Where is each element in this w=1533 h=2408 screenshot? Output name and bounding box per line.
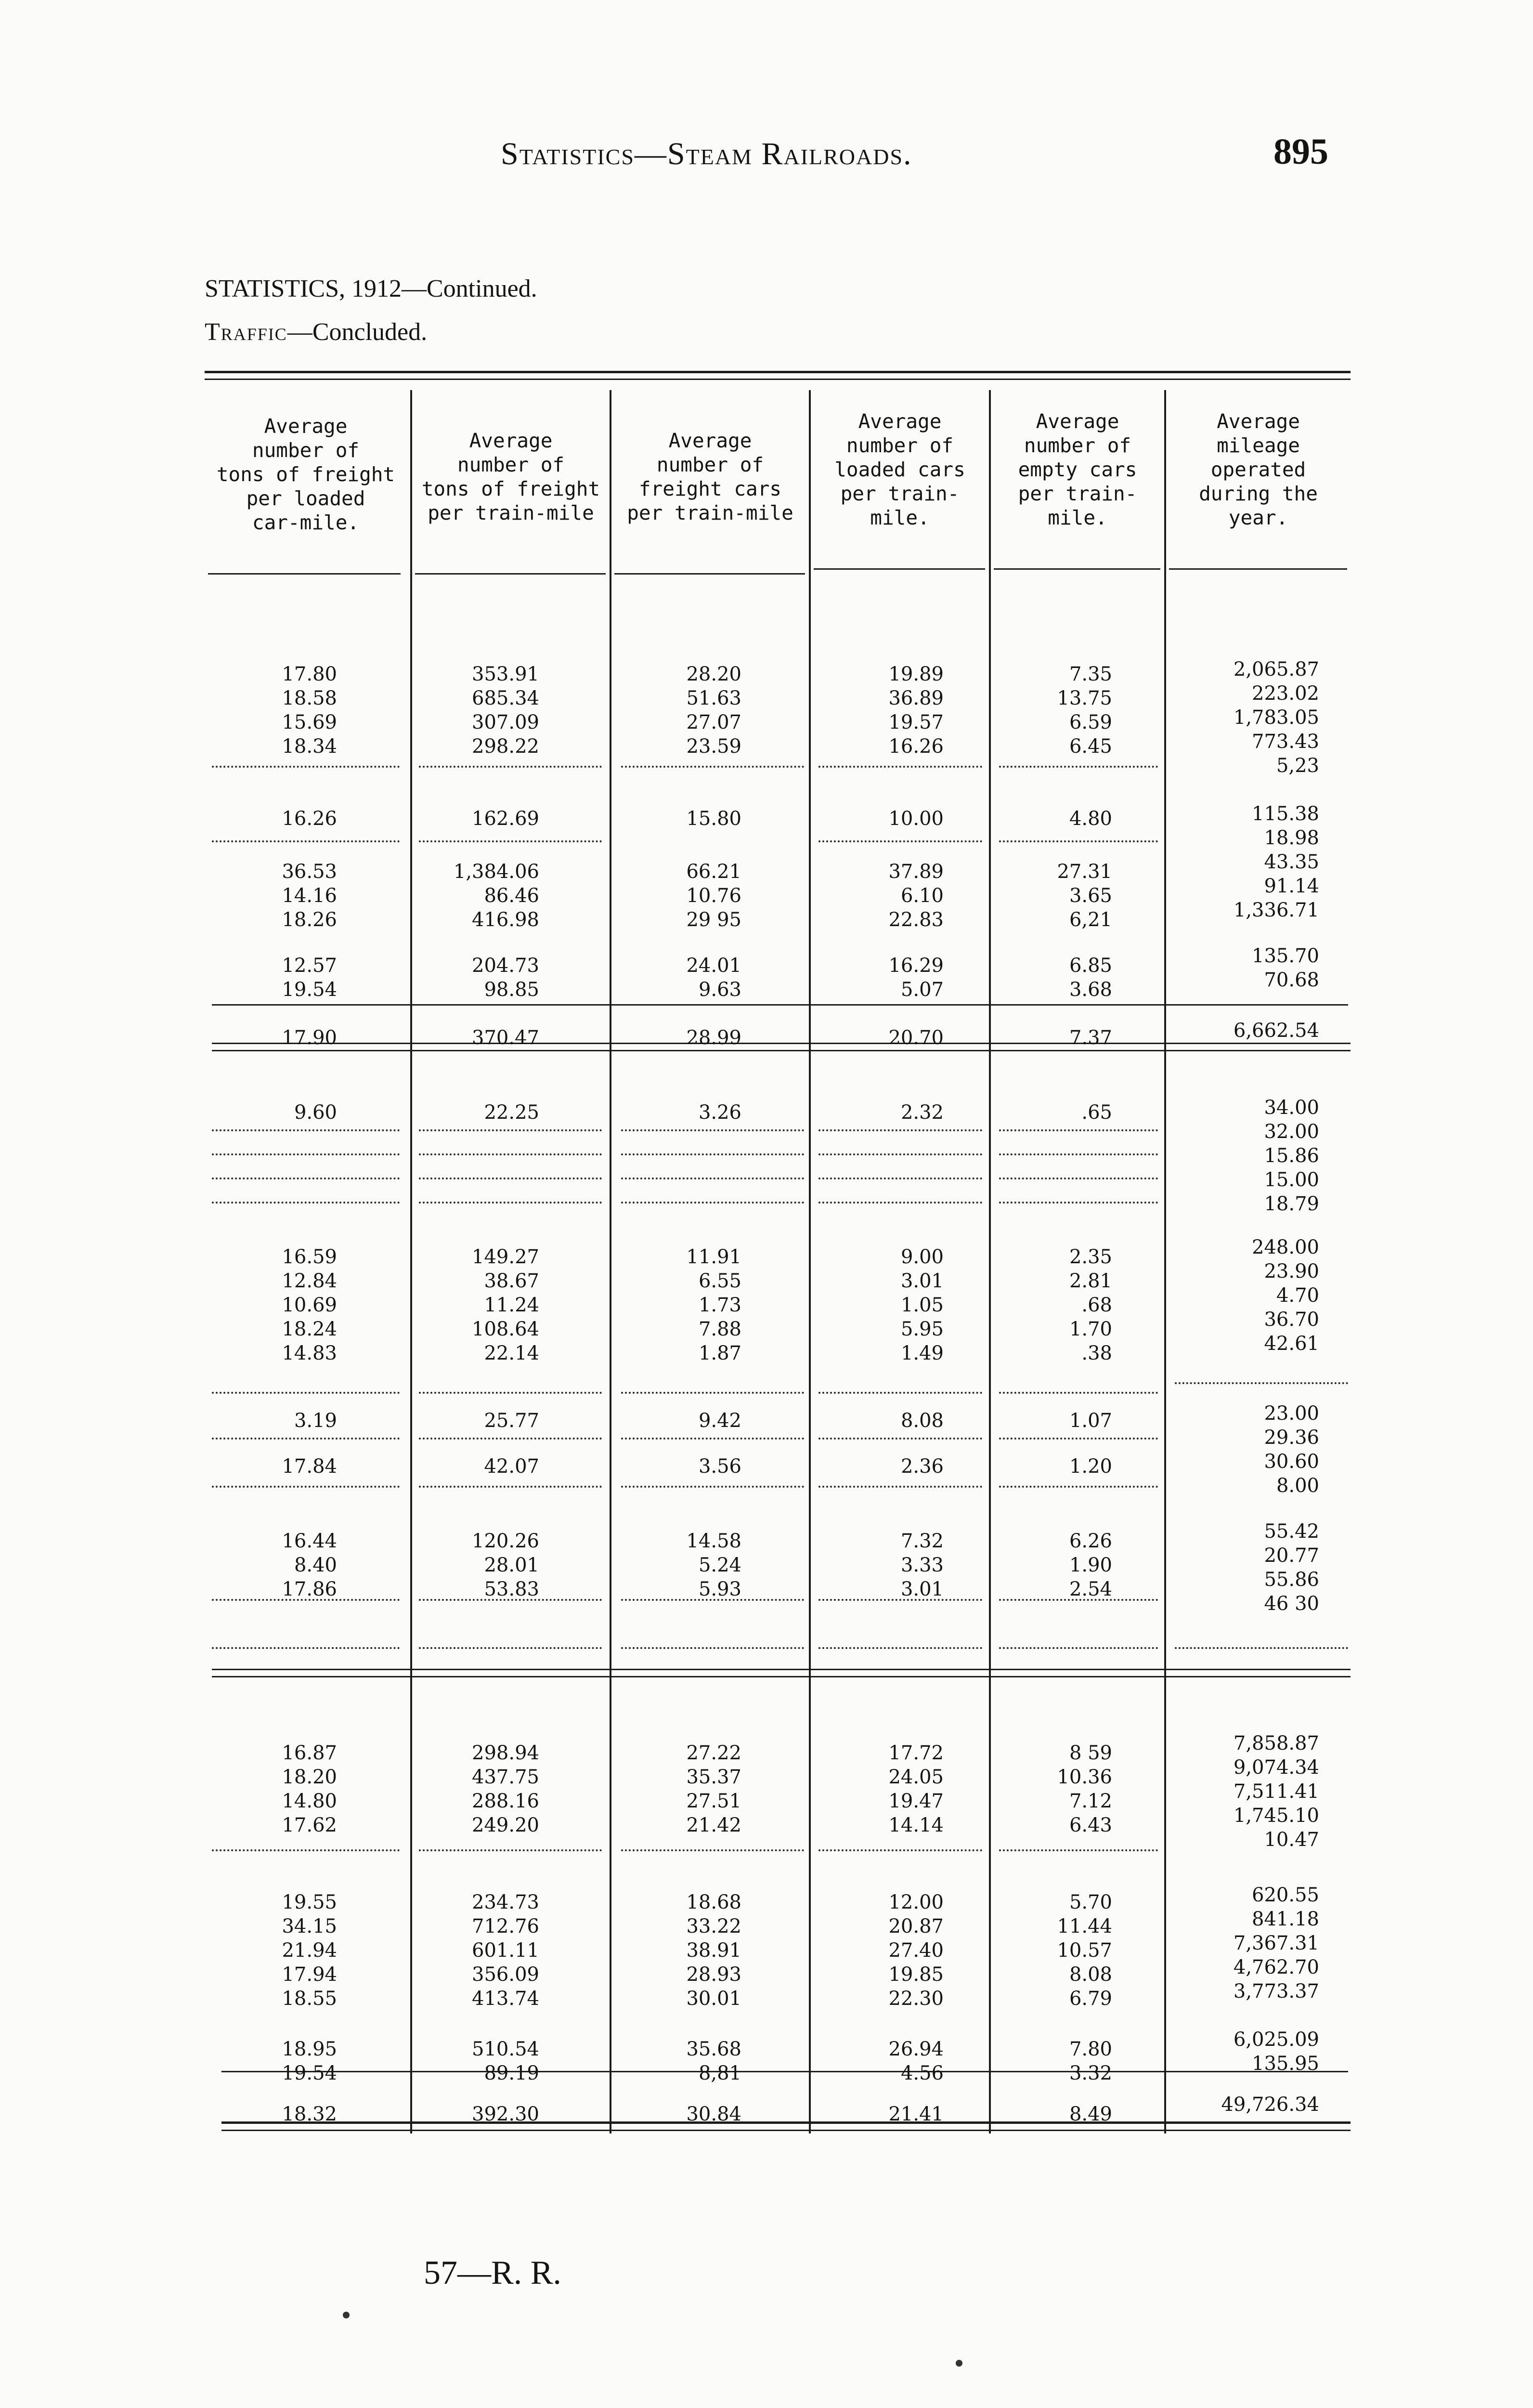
table-cell: 6.26: [1069, 1530, 1112, 1552]
table-cell: 32.00: [1264, 1121, 1319, 1143]
table-cell: 16.26: [888, 735, 944, 758]
table-cell: 2.54: [1069, 1578, 1112, 1600]
table-cell: 19.54: [282, 2062, 337, 2084]
table-cell: 2.36: [900, 1455, 944, 1478]
table-cell: 10.76: [686, 885, 741, 907]
table-cell: 2.81: [1069, 1270, 1112, 1292]
column-divider: [989, 390, 991, 2133]
table-cell: 1.07: [1069, 1410, 1112, 1432]
table-cell: 3.01: [900, 1270, 944, 1292]
table-cell: 7,367.31: [1233, 1932, 1319, 1954]
table-cell: 27.31: [1057, 861, 1112, 883]
table-cell: 42.61: [1264, 1333, 1319, 1355]
table-cell: 11.91: [686, 1246, 741, 1268]
table-cell: 19.89: [888, 663, 944, 685]
table-cell: 223.02: [1252, 682, 1319, 705]
table-cell: 2.35: [1069, 1246, 1112, 1268]
table-cell: 18.32: [282, 2103, 337, 2125]
table-cell: 12.00: [888, 1891, 944, 1913]
table-cell: 370.47: [472, 1027, 539, 1049]
table-cell: 416.98: [472, 909, 539, 931]
table-cell: 12.84: [282, 1270, 337, 1292]
table-cell: 22.25: [484, 1101, 539, 1124]
table-cell: 9.63: [698, 979, 741, 1001]
table-cell: 23.00: [1264, 1402, 1319, 1425]
table-cell: 42.07: [484, 1455, 539, 1478]
table-cell: 36.70: [1264, 1309, 1319, 1331]
table-cell: 6.10: [900, 885, 944, 907]
table-cell: 17.86: [282, 1578, 337, 1600]
table-cell: 3.56: [698, 1455, 741, 1478]
table-cell: 18.24: [282, 1318, 337, 1340]
table-cell: 3.19: [294, 1410, 337, 1432]
table-cell: 1.49: [900, 1342, 944, 1364]
table-cell: 1.73: [698, 1294, 741, 1316]
table-cell: 5.70: [1069, 1891, 1112, 1913]
table-cell: 26.94: [888, 2038, 944, 2060]
table-cell: 29 95: [686, 909, 741, 931]
table-cell: 38.91: [686, 1939, 741, 1962]
table-cell: 3.68: [1069, 979, 1112, 1001]
table-cell: 1.87: [698, 1342, 741, 1364]
table-cell: 10.36: [1057, 1766, 1112, 1788]
table-cell: 30.60: [1264, 1451, 1319, 1473]
table-cell: 7,858.87: [1233, 1732, 1319, 1754]
table-cell: 3.01: [900, 1578, 944, 1600]
table-cell: 6.45: [1069, 735, 1112, 758]
table-cell: 9.60: [294, 1101, 337, 1124]
ink-speck: [343, 2312, 350, 2318]
table-cell: 14.80: [282, 1790, 337, 1812]
table-cell: 17.72: [888, 1742, 944, 1764]
table-cell: 27.51: [686, 1790, 741, 1812]
table-cell: 28.93: [686, 1963, 741, 1986]
table-cell: 98.85: [484, 979, 539, 1001]
table-cell: 12.57: [282, 955, 337, 977]
table-cell: 15.80: [686, 808, 741, 830]
table-cell: 33.22: [686, 1915, 741, 1937]
table-cell: 27.22: [686, 1742, 741, 1764]
running-head-text: Statistics—Steam Railroads.: [501, 136, 912, 171]
table-cell: 115.38: [1252, 803, 1319, 825]
table-cell: 70.68: [1264, 969, 1319, 991]
table-cell: 15.00: [1264, 1169, 1319, 1191]
table-cell: 10.47: [1264, 1829, 1319, 1851]
table-cell: 8 59: [1069, 1742, 1112, 1764]
table-cell: 18.55: [282, 1988, 337, 2010]
table-cell: 13.75: [1057, 687, 1112, 709]
table-cell: 413.74: [472, 1988, 539, 2010]
table-cell: 22.14: [484, 1342, 539, 1364]
table-cell: 21.42: [686, 1814, 741, 1836]
table-cell: 353.91: [472, 663, 539, 685]
table-cell: 773.43: [1252, 731, 1319, 753]
table-cell: 1,384.06: [453, 861, 539, 883]
section-title: STATISTICS, 1912—Continued.: [205, 275, 537, 302]
table-cell: 234.73: [472, 1891, 539, 1913]
table-cell: 6.79: [1069, 1988, 1112, 2010]
table-cell: 36.53: [282, 861, 337, 883]
table-cell: 28.20: [686, 663, 741, 685]
column-header-cars-per-train-mile: Average number of freight cars per train-mile: [627, 429, 793, 524]
table-cell: 135.95: [1252, 2053, 1319, 2075]
table-cell: 1,336.71: [1233, 899, 1319, 921]
table-cell: 20.77: [1264, 1544, 1319, 1567]
table-cell: 22.83: [888, 909, 944, 931]
table-cell: 19.85: [888, 1963, 944, 1986]
table-cell: 620.55: [1252, 1884, 1319, 1906]
table-cell: 30.84: [686, 2103, 741, 2125]
table-cell: 21.41: [888, 2103, 944, 2125]
subsection-suffix: —Concluded.: [287, 318, 428, 346]
table-cell: 9.00: [900, 1246, 944, 1268]
table-cell: 7,511.41: [1233, 1780, 1319, 1803]
table-cell: 18.58: [282, 687, 337, 709]
table-cell: 46 30: [1264, 1593, 1319, 1615]
table-cell: 19.54: [282, 979, 337, 1001]
table-cell: 841.18: [1252, 1908, 1319, 1930]
table-cell: 25.77: [484, 1410, 539, 1432]
table-cell: 18.95: [282, 2038, 337, 2060]
table-cell: 18.20: [282, 1766, 337, 1788]
table-cell: 89.19: [484, 2062, 539, 2084]
table-cell: 23.90: [1264, 1260, 1319, 1283]
table-cell: 4.56: [900, 2062, 944, 2084]
table-cell: 10.69: [282, 1294, 337, 1316]
column-header-tons-per-car-mile: Average number of tons of freight per loaded car-mile.: [216, 415, 395, 534]
table-cell: 4.70: [1276, 1284, 1319, 1307]
table-cell: 5.07: [900, 979, 944, 1001]
table-cell: 8.08: [1069, 1963, 1112, 1986]
table-cell: 30.01: [686, 1988, 741, 2010]
table-cell: 16.44: [282, 1530, 337, 1552]
table-cell: 7.88: [698, 1318, 741, 1340]
table-cell: 7.12: [1069, 1790, 1112, 1812]
table-cell: 6.43: [1069, 1814, 1112, 1836]
table-cell: 43.35: [1264, 851, 1319, 873]
table-cell: 20.87: [888, 1915, 944, 1937]
table-cell: 53.83: [484, 1578, 539, 1600]
table-cell: 162.69: [472, 808, 539, 830]
table-cell: 108.64: [472, 1318, 539, 1340]
table-cell: 298.22: [472, 735, 539, 758]
table-cell: 14.83: [282, 1342, 337, 1364]
table-cell: 392.30: [472, 2103, 539, 2125]
table-cell: 86.46: [484, 885, 539, 907]
column-empty-cars: [999, 0, 1112, 2167]
table-cell: 15.86: [1264, 1145, 1319, 1167]
table-cell: 288.16: [472, 1790, 539, 1812]
table-cell: 1,783.05: [1233, 707, 1319, 729]
column-divider: [809, 390, 811, 2133]
table-cell: 149.27: [472, 1246, 539, 1268]
table-cell: 18.34: [282, 735, 337, 758]
table-cell: 1.20: [1069, 1455, 1112, 1478]
column-tons-per-train-mile: [419, 0, 539, 2167]
table-cell: 16.59: [282, 1246, 337, 1268]
table-cell: 298.94: [472, 1742, 539, 1764]
table-cell: 9.42: [698, 1410, 741, 1432]
table-cell: 3.65: [1069, 885, 1112, 907]
table-cell: 204.73: [472, 955, 539, 977]
table-cell: 6,662.54: [1233, 1020, 1319, 1042]
table-cell: 10.57: [1057, 1939, 1112, 1962]
table-cell: 7.32: [900, 1530, 944, 1552]
column-mileage: [1175, 0, 1319, 2167]
table-cell: 14.14: [888, 1814, 944, 1836]
table-cell: 120.26: [472, 1530, 539, 1552]
table-cell: 6.55: [698, 1270, 741, 1292]
table-cell: 4.80: [1069, 808, 1112, 830]
table-cell: 22.30: [888, 1988, 944, 2010]
table-cell: 20.70: [888, 1027, 944, 1049]
table-cell: 5.95: [900, 1318, 944, 1340]
table-cell: 7.37: [1069, 1027, 1112, 1049]
column-header-tons-per-train-mile: Average number of tons of freight per train-mile: [421, 429, 600, 524]
table-cell: 35.37: [686, 1766, 741, 1788]
table-cell: 5.24: [698, 1554, 741, 1576]
table-cell: 3.33: [900, 1554, 944, 1576]
table-cell: 19.55: [282, 1891, 337, 1913]
table-cell: 3,773.37: [1233, 1980, 1319, 2002]
table-cell: 6,025.09: [1233, 2028, 1319, 2051]
table-cell: 5,23: [1276, 755, 1319, 777]
table-cell: 8.08: [900, 1410, 944, 1432]
table-cell: 9,074.34: [1233, 1756, 1319, 1779]
table-cell: 8,81: [698, 2062, 741, 2084]
table-cell: 6.85: [1069, 955, 1112, 977]
column-cars-per-train-mile: [621, 0, 741, 2167]
table-cell: 3.26: [698, 1101, 741, 1124]
table-cell: 34.15: [282, 1915, 337, 1937]
table-cell: 23.59: [686, 735, 741, 758]
table-cell: 4,762.70: [1233, 1956, 1319, 1978]
ink-speck: [956, 2360, 962, 2367]
table-cell: 1.90: [1069, 1554, 1112, 1576]
table-cell: 2.32: [900, 1101, 944, 1124]
table-cell: 34.00: [1264, 1097, 1319, 1119]
table-cell: 7.35: [1069, 663, 1112, 685]
table-cell: 685.34: [472, 687, 539, 709]
table-cell: 2,065.87: [1233, 658, 1319, 681]
table-cell: 18.98: [1264, 827, 1319, 849]
table-cell: 8.49: [1069, 2103, 1112, 2125]
column-loaded-cars: [818, 0, 944, 2167]
column-header-loaded-cars: Average number of loaded cars per train- mile.: [834, 410, 965, 529]
table-cell: 14.58: [686, 1530, 741, 1552]
table-cell: 248.00: [1252, 1236, 1319, 1258]
table-cell: 10.00: [888, 808, 944, 830]
table-cell: 11.44: [1057, 1915, 1112, 1937]
signature-mark: 57—R. R.: [424, 2254, 561, 2291]
column-divider: [410, 390, 412, 2133]
subsection-label: Traffic: [205, 318, 287, 346]
table-cell: 18.26: [282, 909, 337, 931]
table-cell: 66.21: [686, 861, 741, 883]
table-cell: 437.75: [472, 1766, 539, 1788]
table-cell: 17.94: [282, 1963, 337, 1986]
table-cell: 17.80: [282, 663, 337, 685]
table-cell: 55.42: [1264, 1520, 1319, 1543]
table-cell: 27.07: [686, 711, 741, 733]
table-cell: 356.09: [472, 1963, 539, 1986]
column-divider: [610, 390, 611, 2133]
table-cell: 510.54: [472, 2038, 539, 2060]
column-divider: [1164, 390, 1166, 2133]
table-cell: 6.59: [1069, 711, 1112, 733]
table-cell: 27.40: [888, 1939, 944, 1962]
table-cell: 7.80: [1069, 2038, 1112, 2060]
table-cell: 19.57: [888, 711, 944, 733]
table-cell: 91.14: [1264, 875, 1319, 897]
table-cell: 18.79: [1264, 1193, 1319, 1215]
table-cell: 17.62: [282, 1814, 337, 1836]
table-cell: 55.86: [1264, 1569, 1319, 1591]
table-cell: 249.20: [472, 1814, 539, 1836]
table-cell: 51.63: [686, 687, 741, 709]
table-cell: 16.26: [282, 808, 337, 830]
table-cell: 36.89: [888, 687, 944, 709]
table-cell: 21.94: [282, 1939, 337, 1962]
table-cell: 1,745.10: [1233, 1805, 1319, 1827]
table-cell: 712.76: [472, 1915, 539, 1937]
table-cell: 28.01: [484, 1554, 539, 1576]
table-cell: 38.67: [484, 1270, 539, 1292]
table-cell: 16.29: [888, 955, 944, 977]
table-cell: 49,726.34: [1221, 2094, 1319, 2116]
table-cell: 135.70: [1252, 945, 1319, 967]
table-cell: 1.05: [900, 1294, 944, 1316]
table-cell: 16.87: [282, 1742, 337, 1764]
table-cell: .38: [1081, 1342, 1112, 1364]
table-cell: 35.68: [686, 2038, 741, 2060]
table-cell: 17.90: [282, 1027, 337, 1049]
table-cell: 18.68: [686, 1891, 741, 1913]
table-cell: .68: [1081, 1294, 1112, 1316]
table-cell: 17.84: [282, 1455, 337, 1478]
table-cell: 19.47: [888, 1790, 944, 1812]
table-cell: 29.36: [1264, 1426, 1319, 1449]
table-cell: .65: [1081, 1101, 1112, 1124]
page-number: 895: [1273, 131, 1328, 172]
table-cell: 15.69: [282, 711, 337, 733]
table-cell: 24.01: [686, 955, 741, 977]
table-cell: 1.70: [1069, 1318, 1112, 1340]
table-cell: 3.32: [1069, 2062, 1112, 2084]
table-cell: 307.09: [472, 711, 539, 733]
table-cell: 6,21: [1069, 909, 1112, 931]
column-header-mileage: Average mileage operated during the year.: [1199, 410, 1318, 529]
table-cell: 8.00: [1276, 1475, 1319, 1497]
table-cell: 601.11: [472, 1939, 539, 1962]
table-cell: 24.05: [888, 1766, 944, 1788]
table-cell: 8.40: [294, 1554, 337, 1576]
table-cell: 11.24: [484, 1294, 539, 1316]
table-cell: 28.99: [686, 1027, 741, 1049]
table-cell: 37.89: [888, 861, 944, 883]
column-header-empty-cars: Average number of empty cars per train- mile.: [1018, 410, 1137, 529]
column-tons-per-car-mile: [212, 0, 337, 2167]
table-cell: 14.16: [282, 885, 337, 907]
table-cell: 5.93: [698, 1578, 741, 1600]
